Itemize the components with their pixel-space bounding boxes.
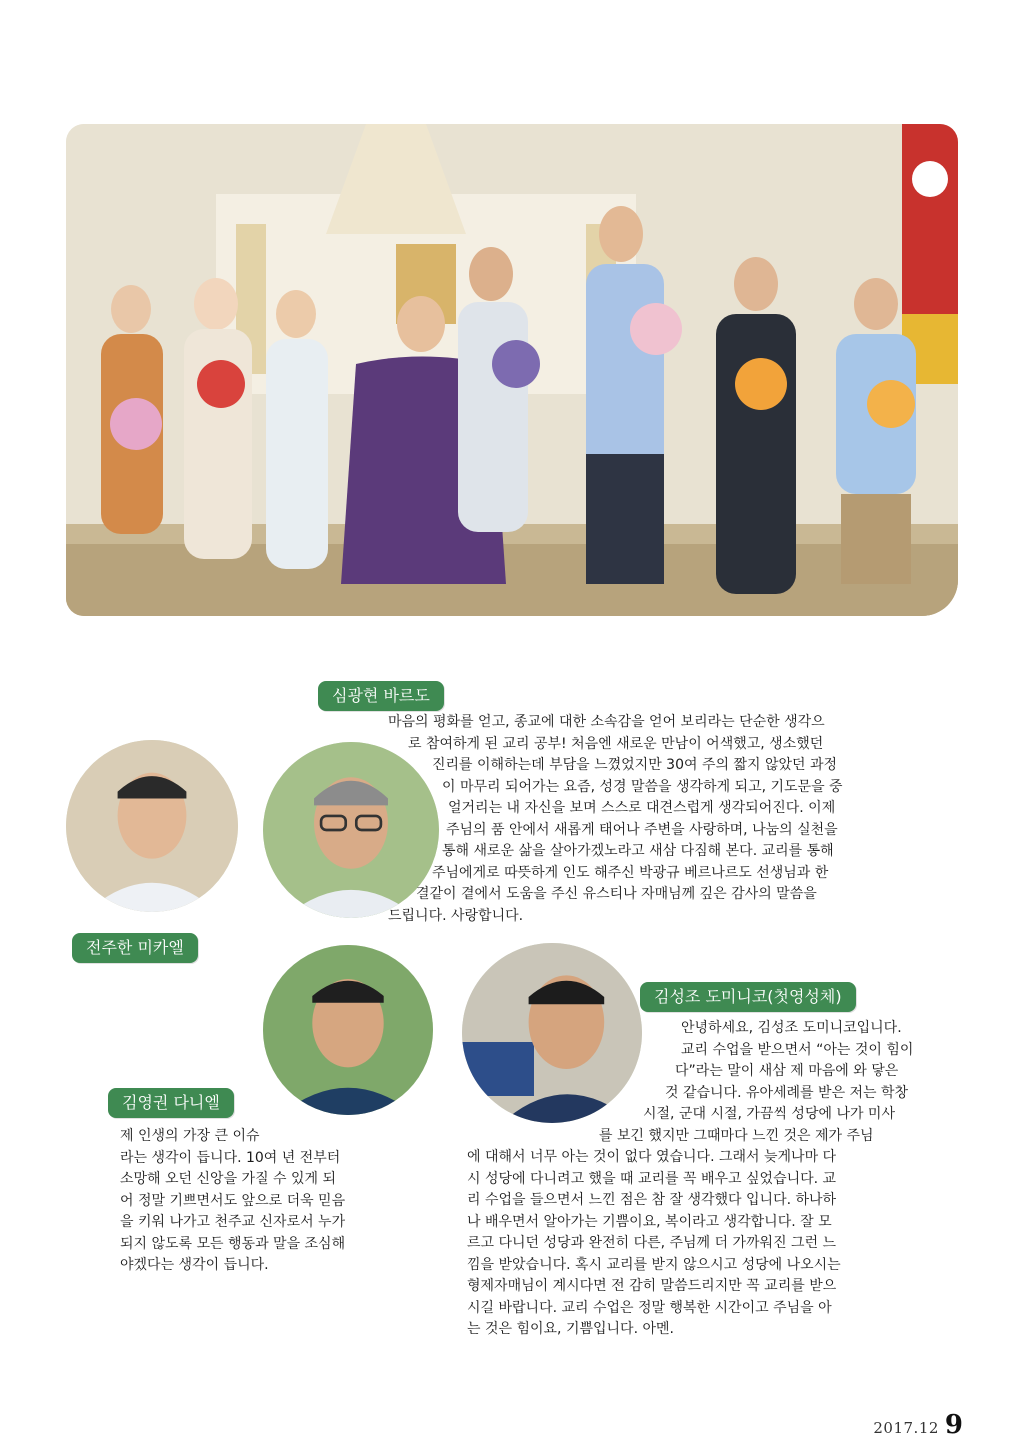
testimony-sim-gwanghyeon — [380, 712, 940, 927]
testimony-line: 제 인생의 가장 큰 이슈 — [120, 1128, 260, 1144]
testimony-line: 것 같습니다. 유아세례를 받은 저는 학창 — [665, 1084, 909, 1101]
testimony-line: 소망해 오던 신앙을 가질 수 있게 되 — [120, 1171, 337, 1187]
testimony-line: 어 정말 기쁘면서도 앞으로 더욱 믿음 — [120, 1192, 346, 1209]
testimony-kim-seongjo — [467, 1018, 947, 1341]
testimony-line: 로 참여하게 된 교리 공부! 처음엔 새로운 만남이 어색했고, 생소했던 — [408, 735, 824, 752]
testimony-line: 되지 않도록 모든 행동과 말을 조심해 — [120, 1235, 346, 1252]
testimony-line: 리 수업을 들으면서 느낀 점은 참 잘 생각했다 입니다. 하나하 — [467, 1192, 837, 1208]
testimony-line: 이 마무리 되어가는 요즘, 성경 말씀을 생각하게 되고, 기도문을 중 — [442, 778, 843, 795]
group-photo — [66, 124, 958, 616]
testimony-line: 교리 수업을 받으면서 “아는 것이 힘이 — [681, 1041, 914, 1058]
testimony-line: 결같이 곁에서 도움을 주신 유스티나 자매님께 깊은 감사의 말씀을 — [416, 886, 817, 902]
name-tag-kim-yeonggwon: 김영권 다니엘 — [108, 1088, 234, 1118]
testimony-kim-yeonggwon — [120, 1126, 440, 1277]
portrait-kim-yeonggwon — [263, 945, 433, 1115]
testimony-line: 마음의 평화를 얻고, 종교에 대한 소속감을 얻어 보리라는 단순한 생각으 — [388, 714, 825, 730]
portrait-illustration — [66, 740, 238, 912]
name-tag-jeon-juhan: 전주한 미카엘 — [72, 933, 198, 963]
portrait-illustration — [263, 945, 433, 1115]
issue-date: 2017.12 — [873, 1419, 939, 1437]
testimony-line: 주님에게로 따뜻하게 인도 해주신 박광규 베르나르도 선생님과 한 — [432, 864, 829, 881]
testimony-line: 을 키워 나가고 천주교 신자로서 누가 — [120, 1214, 346, 1230]
testimony-line: 는 것은 힘이요, 기쁨입니다. 아멘. — [467, 1321, 674, 1337]
testimony-line: 낌을 받았습니다. 혹시 교리를 받지 않으시고 성당에 나오시는 — [467, 1256, 841, 1273]
testimony-line: 라는 생각이 듭니다. 10여 년 전부터 — [120, 1149, 341, 1166]
testimony-line: 르고 다니던 성당과 완전히 다른, 주님께 더 가까워진 그런 느 — [467, 1235, 837, 1251]
testimony-line: 얼거리는 내 자신을 보며 스스로 대견스럽게 생각되어진다. 이제 — [448, 800, 836, 816]
testimony-line: 주님의 품 안에서 새롭게 태어나 주변을 사랑하며, 나눔의 실천을 — [446, 821, 838, 838]
portrait-jeon-juhan — [66, 740, 238, 912]
testimony-line: 다”라는 말이 새삼 제 마음에 와 닿은 — [675, 1063, 899, 1079]
testimony-line: 형제자매님이 계시다면 전 감히 말씀드리지만 꼭 교리를 받으 — [467, 1278, 837, 1294]
testimony-line: 통해 새로운 삶을 살아가겠노라고 새삼 다짐해 본다. 교리를 통해 — [442, 843, 834, 859]
testimony-line: 안녕하세요, 김성조 도미니코입니다. — [681, 1020, 902, 1036]
testimony-line: 를 보긴 했지만 그때마다 느낀 것은 제가 주님 — [599, 1127, 874, 1144]
page-number: 9 — [944, 1410, 963, 1440]
testimony-line: 시 성당에 다니려고 했을 때 교리를 꼭 배우고 싶었습니다. 교 — [467, 1170, 837, 1187]
group-photo-illustration — [66, 124, 958, 616]
testimony-line: 나 배우면서 알아가는 기쁨이요, 복이라고 생각합니다. 잘 모 — [467, 1213, 832, 1230]
name-tag-sim-gwanghyeon: 심광현 바르도 — [318, 681, 444, 711]
page-footer — [873, 1410, 963, 1442]
testimony-line: 시절, 군대 시절, 가끔씩 성당에 나가 미사 — [643, 1106, 895, 1122]
testimony-line: 야겠다는 생각이 듭니다. — [120, 1257, 269, 1273]
testimony-line: 에 대해서 너무 아는 것이 없다 였습니다. 그래서 늦게나마 다 — [467, 1149, 837, 1165]
testimony-line: 진리를 이해하는데 부담을 느꼈었지만 30여 주의 짧지 않았던 과정 — [432, 757, 838, 773]
testimony-line: 시길 바랍니다. 교리 수업은 정말 행복한 시간이고 주님을 아 — [467, 1299, 832, 1316]
testimony-line: 드립니다. 사랑합니다. — [388, 907, 524, 924]
name-tag-kim-seongjo: 김성조 도미니코(첫영성체) — [640, 982, 856, 1012]
